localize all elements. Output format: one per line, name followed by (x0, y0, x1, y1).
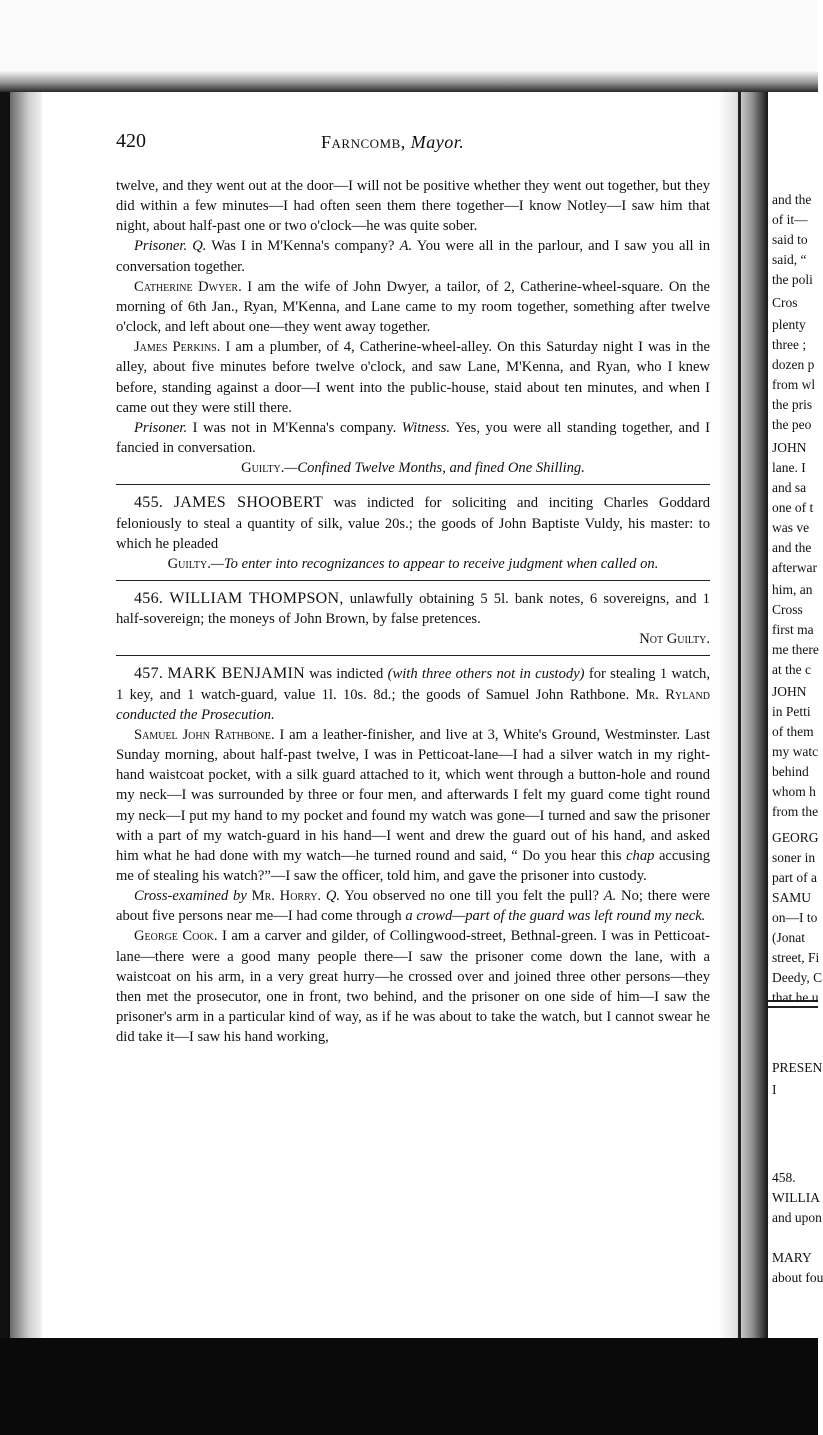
running-title (321, 132, 464, 153)
facing-page-text: PRESEN (772, 1060, 823, 1075)
verdict (116, 629, 710, 649)
facing-page-text: GEORG (772, 830, 819, 845)
facing-page-text: and the (772, 192, 812, 207)
facing-page-text: of them (772, 724, 814, 739)
facing-page-text: I (772, 1082, 777, 1097)
page-body (116, 176, 710, 1047)
case-divider (116, 484, 710, 485)
facing-page-text: the poli (772, 272, 813, 287)
answer-text: You were all in the parlour, and I saw you all in conversation together. (116, 238, 710, 275)
running-title-role: Mayor. (410, 132, 465, 152)
answer-marker: A. (603, 888, 617, 905)
verdict-label: Guilty. (167, 555, 211, 572)
facing-page-text: on—I to (772, 910, 818, 925)
facing-page-text: and sa (772, 480, 807, 495)
facing-page-text: me there (772, 642, 819, 657)
facing-page-text: SAMU (772, 890, 812, 905)
sentence-text: —To enter into recognizances to appear to receive judgment when called on. (210, 555, 659, 572)
witness-name: Samuel John Rathbone. (134, 726, 275, 743)
facing-page-text: Cros (772, 295, 798, 310)
facing-page-text: from the (772, 804, 819, 819)
facing-page-text: one of t (772, 500, 814, 515)
case-entry-457 (116, 664, 710, 724)
testimony-text: I am a plumber, of 4, Catherine-wheel-alley. On this Saturday night I was in the alley, about five minutes before twelve o'clock, and saw Lane, M'Kenna, and Ryan, who I knew before, standing against a door—I went into the public-house, staid about ten minutes, and when I came out they were still there. (116, 339, 710, 416)
facing-page-text: Cross (772, 602, 803, 617)
facing-page-text: JOHN (772, 440, 807, 455)
witness-label: Witness. (401, 419, 451, 436)
scan-left-edge (0, 92, 10, 1367)
counsel-name: Mr. Ryland (635, 686, 710, 703)
facing-page-text: plenty (772, 317, 806, 332)
page-number: 420 (116, 130, 146, 152)
indictment-text: was indicted (309, 666, 384, 683)
cross-examination (116, 886, 710, 926)
facing-page-text: whom h (772, 784, 816, 799)
speaker-label: Prisoner. (134, 419, 188, 436)
page-top-shadow (0, 70, 818, 92)
facing-page-text: street, Fi (772, 950, 820, 965)
page-header (116, 130, 706, 164)
question-text: Was I in M'Kenna's company? (211, 238, 395, 255)
facing-page-text: part of a (772, 870, 817, 885)
facing-page-text: first ma (772, 622, 814, 637)
facing-page-text: MARY (772, 1250, 812, 1265)
emphasis-word: chap (626, 847, 655, 864)
facing-page-text: JOHN (772, 684, 807, 699)
verdict (116, 458, 710, 478)
facing-page-text: and the (772, 540, 812, 555)
facing-page-text: the pris (772, 397, 813, 412)
question-marker: Q. (325, 888, 341, 905)
facing-page-text: about fou (772, 1270, 823, 1285)
facing-page-text: 458. (772, 1170, 796, 1185)
case-number: 455. (134, 494, 164, 512)
facing-page-rule (768, 1006, 818, 1008)
speaker-label: Prisoner. (134, 238, 188, 255)
facing-page-text: that he u (772, 990, 819, 1005)
witness-testimony (116, 277, 710, 337)
testimony-text: I am a carver and gilder, of Collingwood-street, Bethnal-green. I was in Petticoat-lane—there were a good many people there—I saw the prisoner come down the lane, with a waistcoat on his arm, in a very great hurry—he crossed over and joined three other persons—they then met the prosecutor, one in front, two behind, and the prisoner on one side of him—I saw the prisoner's arm in a particular kind of way, as if he was about to take the watch, but I cannot swear he did take it—I saw his hand working, (116, 928, 710, 1046)
indictment-text: was indicted for soliciting and inciting Charles Goddard feloniously to steal a quantity of silk, value 20s.; the goods of John Baptiste Vuldy, his master: to which he pleaded (116, 495, 710, 552)
answer-text: No; there were about five persons near me—I had come through (116, 888, 710, 925)
facing-page-text: afterwar (772, 560, 817, 575)
facing-page-text: Deedy, C (772, 970, 823, 985)
facing-page-text: (Jonat (772, 930, 805, 945)
paragraph: twelve, and they went out at the door—I will not be positive whether they went out together, but they did within a few minutes—I had often seen them there together—I know Notley—I saw him that night, about half-past one or two o'clock—he was quite sober. (116, 178, 710, 235)
witness-name: George Cook. (134, 928, 218, 945)
witness-name: Catherine Dwyer. (134, 278, 242, 295)
witness-name: James Perkins. (134, 339, 221, 356)
facing-page-text: was ve (772, 520, 810, 535)
facing-page-text: three ; (772, 337, 807, 352)
indictment-text: unlawfully obtaining 5 5l. bank notes, 6 sovereigns, and 1 half-sovereign; the moneys of John Brown, by false pretences. (116, 590, 710, 628)
question-marker: Q. (192, 238, 207, 255)
witness-testimony (116, 926, 710, 1047)
answer-text-italic: a crowd—part of the guard was left round my neck. (405, 908, 706, 925)
facing-page-text: from wl (772, 377, 816, 392)
counsel-name: Mr. Horry. (251, 888, 322, 905)
facing-page-text: him, an (772, 582, 813, 597)
facing-page-text: lane. I (772, 460, 806, 475)
case-number: 456. (134, 589, 164, 607)
page-left-shadow (10, 92, 42, 1367)
case-divider (116, 580, 710, 581)
facing-page-text: my watc (772, 744, 819, 759)
custody-note: (with three others not in custody) (387, 666, 585, 683)
facing-page-text: WILLIA (772, 1190, 820, 1205)
defendant-name: WILLIAM THOMPSON, (169, 589, 344, 607)
case-entry-456 (116, 589, 710, 629)
facing-page-fragment (768, 92, 823, 1342)
facing-page-text: behind (772, 764, 809, 779)
gutter-binding-line (738, 92, 741, 1342)
case-number: 457. (134, 665, 164, 683)
facing-page-text: in Petti (772, 704, 811, 719)
facing-page-text: soner in (772, 850, 816, 865)
case-entry-455 (116, 493, 710, 553)
sentence-text: —Confined Twelve Months, and fined One Shilling. (284, 460, 585, 477)
facing-page-text: the peo (772, 417, 812, 432)
verdict-label: Not Guilty. (639, 631, 710, 648)
case-divider (116, 655, 710, 656)
witness-testimony (116, 725, 710, 886)
question-text: You observed no one till you felt the pull? (344, 888, 599, 905)
facing-page-text: dozen p (772, 357, 815, 372)
answer-marker: A. (399, 238, 413, 255)
verdict (116, 554, 710, 574)
running-title-name: Farncomb, (321, 132, 406, 152)
defendant-name: MARK BENJAMIN (167, 665, 305, 683)
statement-text: I was not in M'Kenna's company. (192, 419, 397, 436)
witness-testimony (116, 337, 710, 418)
scan-bottom-margin (0, 1338, 818, 1435)
facing-page-text: said, “ (772, 252, 807, 267)
counsel-note: conducted the Prosecution. (116, 706, 275, 723)
defendant-name: JAMES SHOOBERT (173, 494, 324, 512)
testimony-text: I am a leather-finisher, and live at 3, White's Ground, Westminster. Last Sunday morning, about half-past twelve, I was in Petticoat-lane—I had a silver watch in my right-hand waistcoat pocket, with a silk guard attached to it, which went through a button-hole and round my neck—I was surrounded by three or four men, and afterwards I felt my guard come tight round my neck—I put my hand to my pocket and found my watch was gone—I turned and saw the prisoner with a part of my watch-guard in his hand—I went and drew the guard out of his hand, and asked him what he had done with my watch—he turned round and said, “ Do you hear this (116, 726, 711, 864)
facing-page-text: and upon (772, 1210, 822, 1225)
facing-page-text: at the c (772, 662, 811, 677)
indictment-text: for stealing 1 watch, 1 key, and 1 watch-guard, value 1l. 10s. 8d.; the goods of Samuel John Rathbone. (116, 666, 710, 703)
book-page (42, 92, 732, 1338)
cross-label: Cross-examined by (134, 888, 247, 905)
facing-page-text: said to (772, 232, 808, 247)
testimony-text: accusing me of stealing his watch?”—I saw the officer, told him, and gave the prisoner into custody. (116, 847, 710, 884)
testimony-text: I am the wife of John Dwyer, a tailor, of 2, Catherine-wheel-square. On the morning of 6th Jan., Ryan, M'Kenna, and Lane came to my room together, something after twelve o'clock, and left about one—they went away together. (116, 278, 710, 336)
prisoner-question (116, 236, 710, 276)
verdict-label: Guilty. (241, 460, 285, 477)
statement-text: Yes, you were all standing together, and I fancied in conversation. (116, 419, 710, 457)
prisoner-statement (116, 418, 710, 458)
facing-page-text: of it— (772, 212, 808, 227)
